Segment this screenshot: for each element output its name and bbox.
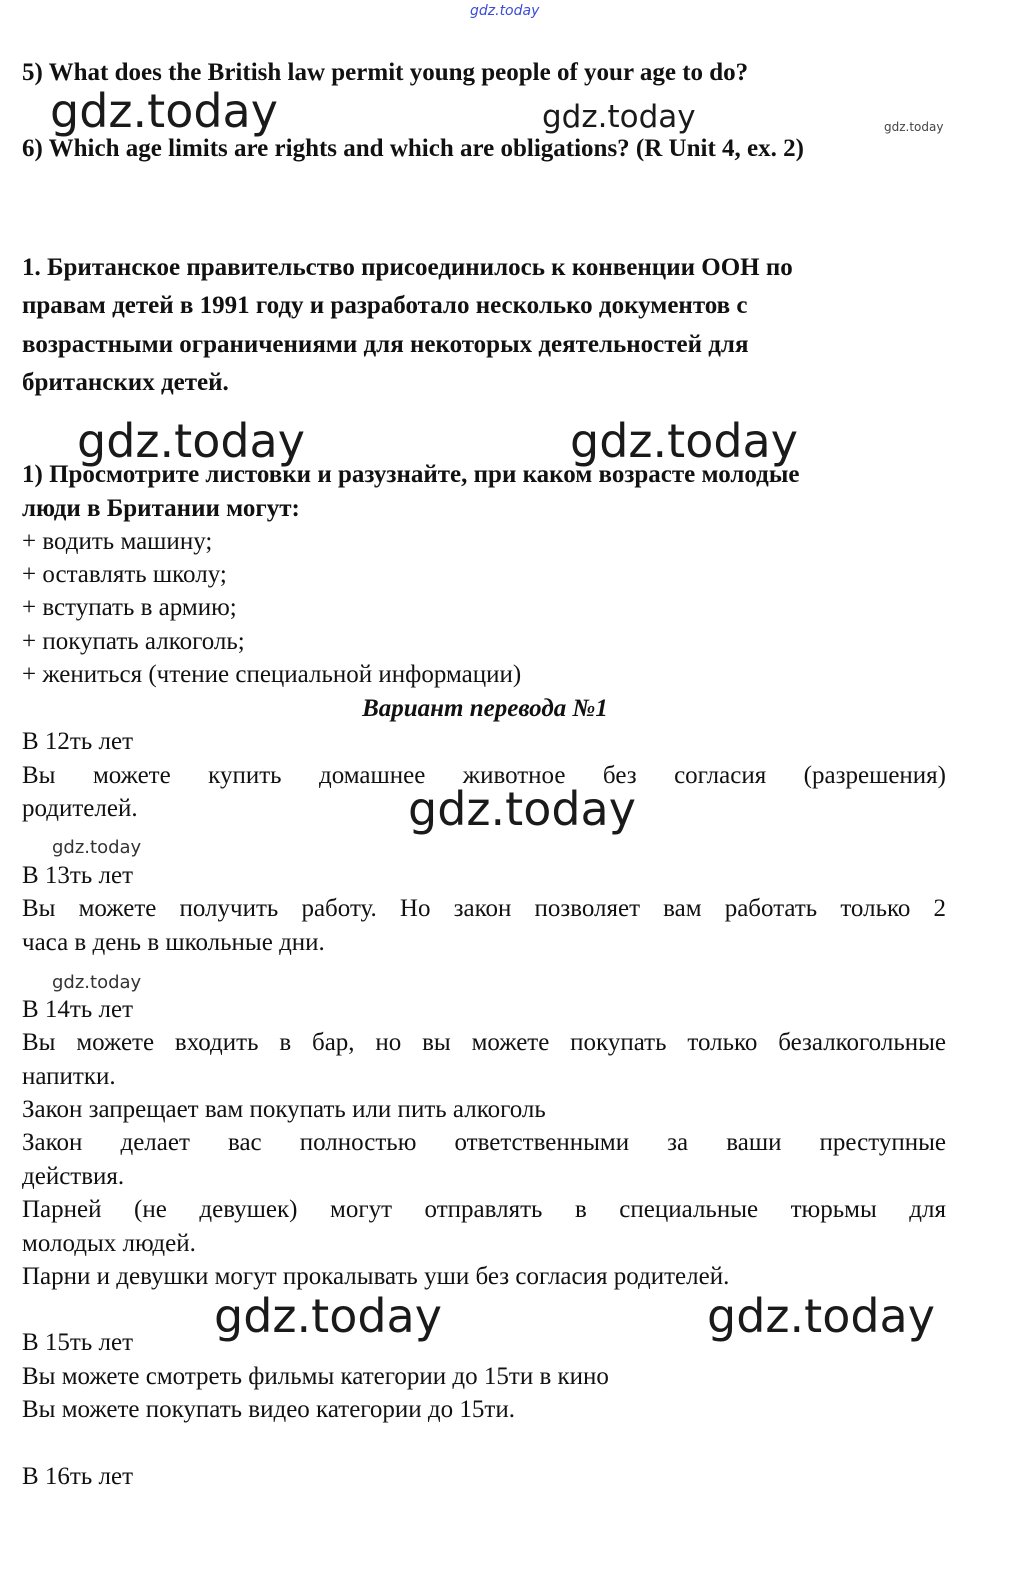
task-item: + водить машину; [22,528,213,555]
watermark: gdz.today [214,1289,442,1343]
task-item: + вступать в армию; [22,594,237,621]
task-item: + оставлять школу; [22,561,227,588]
watermark: gdz.today [884,120,944,134]
watermark: gdz.today [707,1289,935,1343]
section-line: часа в день в школьные дни. [22,929,325,956]
section-line: Парней (не девушек) могут отправлять в специальные тюрьмы для [22,1196,946,1223]
watermark: gdz.today [52,972,142,993]
intro-line: возрастными ограничениями для некоторых деятельностей для [22,331,749,358]
intro-line: 1. Британское правительство присоединилось к конвенции ООН по [22,254,793,281]
section-line: Вы можете купить домашнее животное без согласия (разрешения) [22,762,946,789]
section-heading-age12: В 12ть лет [22,728,133,755]
intro-line: правам детей в 1991 году и разработало несколько документов с [22,292,748,319]
section-line: напитки. [22,1063,116,1090]
watermark: gdz.today [570,414,798,468]
intro-line: британских детей. [22,369,229,396]
watermark: gdz.today [50,84,278,138]
section-heading-age16: В 16ть лет [22,1463,133,1490]
watermark-top: gdz.today [470,3,540,19]
task-line: 1) Просмотрите листовки и разузнайте, при каком возрасте молодые [22,461,800,488]
watermark: gdz.today [542,99,696,135]
section-heading-age14: В 14ть лет [22,996,133,1023]
section-line: Вы можете смотреть фильмы категории до 15ти в кино [22,1363,609,1390]
task-item: + жениться (чтение специальной информации) [22,661,522,688]
watermark: gdz.today [408,782,636,836]
watermark: gdz.today [52,837,142,858]
watermark: gdz.today [77,414,305,468]
section-line: молодых людей. [22,1230,196,1257]
task-line: люди в Британии могут: [22,495,300,522]
section-line: Вы можете входить в бар, но вы можете покупать только безалкогольные [22,1029,946,1056]
section-line: действия. [22,1163,125,1190]
section-heading-age15: В 15ть лет [22,1329,133,1356]
section-line: Закон запрещает вам покупать или пить алкоголь [22,1096,546,1123]
task-item: + покупать алкоголь; [22,628,245,655]
section-heading-age13: В 13ть лет [22,862,133,889]
section-line: родителей. [22,795,138,822]
question-6: 6) Which age limits are rights and which are obligations? (R Unit 4, ex. 2) [22,135,804,162]
variant-title: Вариант перевода №1 [362,695,608,722]
question-5: 5) What does the British law permit young people of your age to do? [22,59,749,86]
section-line: Вы можете получить работу. Но закон позволяет вам работать только 2 [22,895,946,922]
section-line: Парни и девушки могут прокалывать уши без согласия родителей. [22,1263,730,1290]
section-line: Вы можете покупать видео категории до 15ти. [22,1396,515,1423]
section-line: Закон делает вас полностью ответственными за ваши преступные [22,1129,946,1156]
